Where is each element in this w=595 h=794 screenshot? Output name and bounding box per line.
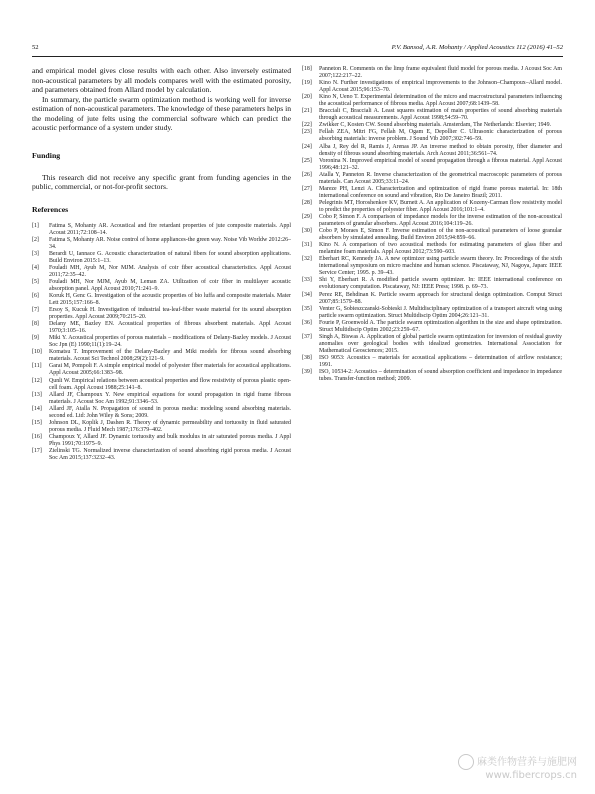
reference-number: [38] <box>302 354 312 361</box>
reference-text: Komatsu T. Improvement of the Delany-Bazley and Miki models for fibrous sound absorbing materials. Acoust Sci Technol 2008;29(2):121–9. <box>49 349 291 363</box>
funding-heading: Funding <box>32 150 61 160</box>
reference-number: [1] <box>32 222 39 229</box>
running-title: P.V. Bansod, A.R. Mohanty / Applied Acoustics 112 (2016) 41–52 <box>391 44 563 51</box>
reference-number: [3] <box>32 250 39 257</box>
references-heading: References <box>32 204 69 214</box>
reference-text: ISO 9053: Acoustics – materials for acoustical applications – determination of airflow resistance; 1991. <box>319 354 562 368</box>
reference-number: [37] <box>302 333 312 340</box>
reference-text: Champoux Y, Allard JF. Dynamic tortuosity and bulk modulus in air saturated porous media. J Appl Phys 1991;70:1975–9. <box>49 433 291 447</box>
funding-text: This research did not receive any specific grant from funding agencies in the public, commercial, or not-for-profit sectors. <box>32 172 291 191</box>
watermark <box>458 754 577 782</box>
watermark-line-1 <box>458 754 577 770</box>
reference-number: [27] <box>302 185 312 192</box>
reference-text: Alba J, Rey del R, Ramis J, Arenas JP. An inverse method to obtain porosity, fiber diameter and density of fibrous sound absorbing materials. Arch Acoust 2011;36:561–74. <box>319 143 562 157</box>
reference-item <box>302 158 562 172</box>
reference-item <box>302 94 562 108</box>
reference-number: [13] <box>32 391 42 398</box>
reference-text: Panneton R. Comments on the limp frame equivalent fluid model for porous media. J Acoust Soc Am 2007;122:217–22. <box>319 66 562 80</box>
reference-number: [12] <box>32 377 42 384</box>
reference-text: Zielinski TG. Normalized inverse characterization of sound absorbing rigid porous media. J Acoust Soc Am 2015;137:3232–43. <box>49 448 291 462</box>
reference-text: ISO, 10534-2: Acoustics – determination of sound absorption coefficient and impedance in impedance tubes. Transfer-function method; 2009. <box>319 369 562 383</box>
reference-text: Pelegrinis MT, Horoshenkov KV, Burnett A. An application of Kozeny-Carman flow resistivity model to predict the properties of polyester fiber. Appl Acoust 2016;101:1–4. <box>319 199 562 213</box>
reference-text: Zwikker C, Kosten CW. Sound absorbing materials. Amsterdam, The Netherlands: Elsevier; 1949. <box>319 122 551 129</box>
reference-text: Fatima S, Mohanty AR. Noise control of home appliances-the green way. Noise Vib Worldw 2012:26–34. <box>49 236 291 250</box>
reference-item <box>32 251 291 265</box>
reference-number: [18] <box>302 66 312 72</box>
reference-number: [19] <box>302 80 312 87</box>
reference-item <box>302 144 562 158</box>
reference-number: [11] <box>32 363 42 370</box>
reference-item <box>302 66 562 80</box>
reference-text: Fatima S, Mohanty AR. Acoustical and fire retardant properties of jute composite materials. Appl Acoust 2011;72:108–14. <box>49 222 291 236</box>
reference-item <box>32 434 291 448</box>
reference-number: [5] <box>32 278 39 285</box>
reference-number: [30] <box>302 228 312 235</box>
watermark-logo-icon <box>458 754 474 770</box>
reference-text: Fellah ZEA, Mitri FG, Fellah M, Ogam E, Depollier C. Ultrasonic characterization of porous absorbing materials: inverse problem. J Sound Vib 2007;302:746–59. <box>319 129 562 143</box>
reference-number: [8] <box>32 321 39 328</box>
reference-item <box>302 277 562 291</box>
reference-text: Singh A, Biswas A. Application of global particle swarm optimization for inversion of residual gravity anomalies over geological bodies with idealized geometries. International Association for Mathematical Geosciences; 2015. <box>319 333 562 354</box>
reference-number: [35] <box>302 305 312 312</box>
reference-item <box>302 306 562 320</box>
reference-number: [36] <box>302 319 312 326</box>
reference-text: Cobo P, Simon F. A comparison of impedance models for the inverse estimation of the non-acoustical parameters of granular absorbers. Appl Acoust 2016;104:119–26. <box>319 213 562 228</box>
reference-number: [9] <box>32 335 39 342</box>
reference-number: [17] <box>32 448 42 454</box>
reference-item <box>32 293 291 307</box>
reference-item <box>302 186 562 200</box>
reference-item <box>302 256 562 277</box>
reference-text: Qunli W. Empirical relations between acoustical properties and flow resistivity of porous plastic open-cell foam. Appl Acoust 1988;25:141–8. <box>49 377 291 391</box>
references-list-right <box>302 66 562 383</box>
reference-text: Koruk H, Genc G. Investigation of the acoustic properties of bio luffa and composite materials. Mater Lett 2015;157:166–8. <box>49 292 291 307</box>
reference-item <box>32 237 291 251</box>
reference-text: Garai M, Pompoli F. A simple empirical model of polyester fiber materials for acoustical applications. Appl Acoust 2005;66:1383–98. <box>49 363 291 377</box>
reference-item <box>302 292 562 306</box>
reference-item <box>302 214 562 228</box>
reference-number: [7] <box>32 307 39 314</box>
conclusion-paragraph-1: and empirical model gives close results with each other. Also inversely estimated non-acoustical parameters by all models compares well with the estimated porosity, and parameters obtained from Allard model by calculation. <box>32 66 291 94</box>
reference-item <box>32 321 291 335</box>
reference-number: [24] <box>302 143 312 150</box>
reference-number: [21] <box>302 108 312 115</box>
reference-number: [10] <box>32 349 42 356</box>
reference-item <box>32 335 291 349</box>
reference-item <box>302 320 562 334</box>
reference-text: Mareze PH, Lenzi A. Characterization and optimization of rigid frame porous material. In: 18th international conference on sound and vibration, Rio De Janeiro Brazil; 2011. <box>319 185 562 199</box>
reference-text: Perez RE, Behdinan K. Particle swarm approach for structural design optimization. Comput Struct 2007;85:1579–88. <box>319 291 562 305</box>
reference-text: Fourie P, Groenwold A. The particle swarm optimization algorithm in the size and shape optimization. Struct Multidiscip Optim 2002;23:259–67. <box>319 319 562 333</box>
reference-number: [15] <box>32 419 42 426</box>
conclusion-paragraph-2: In summary, the particle swarm optimization method is working well for inverse estimation of non-acoustical parameters. The knowledge of these parameters helps in the modeling of jute felts using the commercial software which can predict the acoustic performance of a system under study. <box>32 94 291 132</box>
reference-number: [6] <box>32 292 39 299</box>
references-list-left <box>32 223 291 463</box>
reference-item <box>32 420 291 434</box>
reference-text: Shi Y, Eberhart R. A modified particle swarm optimizer. In: IEEE international conference on evolutionary computation. Piscataway, NJ: IEEE Press; 1998. p. 69–73. <box>319 277 562 291</box>
reference-text: Atalla Y, Panneton R. Inverse characterization of the geometrical macroscopic parameters of porous materials. Can Acoust 2005;33:11–24. <box>319 171 562 185</box>
reference-item <box>302 108 562 122</box>
reference-number: [22] <box>302 122 312 129</box>
reference-text: Miki Y. Acoustical properties of porous materials – modifications of Delany-Bazley models. J Acoust Soc Jpn (E) 1990;11(1):19–24. <box>49 335 291 349</box>
right-column <box>302 66 562 383</box>
left-column <box>32 66 291 462</box>
reference-number: [4] <box>32 264 39 271</box>
reference-item <box>32 448 291 462</box>
reference-item <box>32 363 291 377</box>
reference-text: Cobo P, Moraes E, Simon F. Inverse estimation of the non-acoustical parameters of loose granular absorbers by simulated annealing. Build Environ 2015;94:859–66. <box>319 228 562 242</box>
reference-number: [39] <box>302 369 312 376</box>
reference-item <box>302 228 562 242</box>
reference-number: [14] <box>32 405 42 412</box>
reference-item <box>32 223 291 237</box>
reference-item <box>302 355 562 369</box>
reference-number: [23] <box>302 129 312 136</box>
watermark-text-1: 麻类作物营养与施肥网 <box>477 757 577 768</box>
reference-text: Berardi U, Iannace G. Acoustic characterization of natural fibers for sound absorption applications. Build Environ 2015:1–13. <box>49 250 291 264</box>
reference-number: [28] <box>302 199 312 206</box>
reference-text: Eberhart RC, Kennedy JA. A new optimizer using particle swarm theory. In: Proceedings of the sixth international symposium on micro machine and human science. Piscataway, NJ, Nagoya, Japan: IEEE Service Center; 1995. p. 39–43. <box>319 256 562 277</box>
reference-text: Fouladi MH, Ayub M, Nor MJM. Analysis of coir fiber acoustical characteristics. Appl Acoust 2011;72:35–42. <box>49 264 291 278</box>
reference-item <box>32 307 291 321</box>
reference-number: [26] <box>302 171 312 178</box>
reference-number: [16] <box>32 433 42 440</box>
watermark-line-2: www.fibercrops.cn <box>485 770 577 781</box>
reference-number: [31] <box>302 242 312 249</box>
reference-item <box>302 80 562 94</box>
reference-item <box>302 334 562 355</box>
reference-item <box>302 242 562 256</box>
reference-number: [34] <box>302 291 312 298</box>
reference-item <box>32 406 291 420</box>
reference-text: Kino N. Further investigations of empirical improvements to the Johnson–Champoux–Allard model. Appl Acoust 2015;96:153–70. <box>319 80 562 94</box>
reference-item <box>32 265 291 279</box>
reference-text: Delany ME, Bazley EN. Acoustical properties of fibrous absorbent materials. Appl Acoust 1970;3:105–16. <box>49 321 291 335</box>
reference-number: [25] <box>302 157 312 164</box>
reference-text: Fouladi MH, Nor MJM, Ayub M, Leman ZA. Utilization of coir fiber in multilayer acoustic absorption panel. Appl Acoust 2010;71:241–9. <box>49 278 291 292</box>
reference-item <box>32 378 291 392</box>
reference-item <box>302 200 562 214</box>
reference-number: [2] <box>32 236 39 243</box>
running-header <box>32 44 563 57</box>
reference-item <box>302 172 562 186</box>
reference-number: [20] <box>302 94 312 101</box>
reference-text: Voronina N. Improved empirical model of sound propagation through a fibrous material. Appl Acoust 1996;48:121–32. <box>319 157 562 171</box>
reference-text: Kino N. A comparison of two acoustical methods for estimating parameters of glass fiber and melamine foam materials. Appl Acoust 2012;73:590–603. <box>319 242 562 256</box>
reference-item <box>302 369 562 383</box>
reference-number: [33] <box>302 277 312 284</box>
reference-item <box>32 349 291 363</box>
page-number: 52 <box>32 44 39 51</box>
reference-item <box>32 279 291 293</box>
reference-item <box>302 129 562 143</box>
reference-text: Kino N, Ueno T. Experimental determination of the micro and macrostructural parameters influencing the acoustical performance of fibrous media. Appl Acoust 2007;68:1439–58. <box>319 94 562 108</box>
reference-text: Bracciali C, Bracciali A. Least squares estimation of main properties of sound absorbing materials through acoustical measurements. Appl Acoust 1998;54:59–70. <box>319 108 562 122</box>
reference-text: Ersoy S, Kucuk H. Investigation of industrial tea-leaf-fiber waste material for its sound absorption properties. Appl Acoust 2009;70:215–20. <box>49 307 291 321</box>
reference-number: [29] <box>302 213 312 220</box>
reference-text: Venter G, Sobieszczanski-Sobieski J. Multidisciplinary optimization of a transport aircraft wing using particle swarm optimization. Struct Multidiscip Optim 2004;26:121–31. <box>319 305 562 319</box>
reference-item <box>32 392 291 406</box>
reference-text: Allard JF, Champoux Y. New empirical equations for sound propagation in rigid frame fibrous materials. J Acoust Soc Am 1992;91:3346–53. <box>49 391 291 405</box>
reference-number: [32] <box>302 256 312 263</box>
reference-text: Johnson DL, Koplik J, Dashen R. Theory of dynamic permeability and tortuosity in fluid saturated porous media. J Fluid Mech 1987;176:379–402. <box>49 419 291 433</box>
reference-text: Allard JF, Atalla N. Propagation of sound in porous media: modeling sound absorbing materials. second ed. Ltd: John Wiley & Sons; 2009. <box>49 405 291 419</box>
